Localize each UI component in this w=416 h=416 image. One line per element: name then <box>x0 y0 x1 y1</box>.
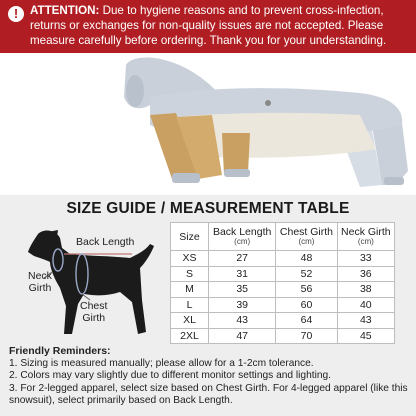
cell-size: S <box>171 266 209 282</box>
neck-girth-label <box>28 270 52 294</box>
header-back-length <box>209 223 276 251</box>
attention-banner <box>0 0 416 53</box>
cell-chest-girth: 48 <box>276 251 337 267</box>
attention-heading: ATTENTION: <box>30 4 100 17</box>
size-guide-title: SIZE GUIDE / MEASUREMENT TABLE <box>66 200 350 217</box>
table-row <box>171 251 395 267</box>
cell-chest-girth: 64 <box>276 313 337 329</box>
neck-girth-label-line1: Neck <box>28 270 52 282</box>
header-size-label: Size <box>179 231 200 243</box>
cell-back-length: 31 <box>209 266 276 282</box>
neck-girth-label-line2: Girth <box>28 282 52 294</box>
header-neck-girth-label: Neck Girth <box>341 226 391 238</box>
cell-back-length: 39 <box>209 297 276 313</box>
attention-text <box>30 3 410 48</box>
cell-size: XL <box>171 313 209 329</box>
reminder-item: 3. For 2-legged apparel, select size based on Chest Girth. For 4-legged apparel (like this snowsuit), select primarily based on Back Length. <box>9 382 408 407</box>
cell-size: XS <box>171 251 209 267</box>
back-length-label: Back Length <box>76 236 135 248</box>
table-row <box>171 313 395 329</box>
table-row <box>171 297 395 313</box>
cell-neck-girth: 45 <box>337 328 394 344</box>
exclamation-icon: ! <box>8 6 24 22</box>
attention-message: Due to hygiene reasons and to prevent cross-infection, returns or exchanges for non-quality issues are not accepted. Please measure carefully before ordering. Thank you for your understanding. <box>30 4 387 47</box>
cell-size: M <box>171 282 209 298</box>
cell-back-length: 35 <box>209 282 276 298</box>
cell-chest-girth: 56 <box>276 282 337 298</box>
chest-girth-label-line1: Chest <box>80 300 108 312</box>
table-row <box>171 282 395 298</box>
header-back-length-unit: (cm) <box>234 237 251 246</box>
header-size <box>171 223 209 251</box>
chest-girth-label <box>80 300 107 324</box>
header-neck-girth-unit: (cm) <box>357 237 374 246</box>
cell-neck-girth: 33 <box>337 251 394 267</box>
cell-chest-girth: 60 <box>276 297 337 313</box>
snowsuit-illustration <box>0 53 416 195</box>
cell-back-length: 27 <box>209 251 276 267</box>
reminder-item: 2. Colors may vary slightly due to different monitor settings and lighting. <box>9 370 332 382</box>
cell-back-length: 43 <box>209 313 276 329</box>
table-header-row <box>171 223 395 251</box>
dog-measurement-diagram <box>0 222 172 348</box>
header-chest-girth-unit: (cm) <box>298 237 315 246</box>
reminders-heading: Friendly Reminders: <box>9 345 111 357</box>
friendly-reminders <box>9 345 413 408</box>
table-row <box>171 266 395 282</box>
header-chest-girth-label: Chest Girth <box>279 226 334 238</box>
cell-size: 2XL <box>171 328 209 344</box>
cell-chest-girth: 52 <box>276 266 337 282</box>
header-chest-girth <box>276 223 337 251</box>
cell-neck-girth: 38 <box>337 282 394 298</box>
cell-neck-girth: 43 <box>337 313 394 329</box>
cell-size: L <box>171 297 209 313</box>
cell-chest-girth: 70 <box>276 328 337 344</box>
chest-girth-label-line2: Girth <box>82 312 106 324</box>
reminder-item: 1. Sizing is measured manually; please allow for a 1-2cm tolerance. <box>9 357 314 369</box>
cell-back-length: 47 <box>209 328 276 344</box>
cell-neck-girth: 40 <box>337 297 394 313</box>
measurement-table <box>170 222 395 344</box>
header-back-length-label: Back Length <box>212 226 272 238</box>
product-image <box>0 53 416 195</box>
cell-neck-girth: 36 <box>337 266 394 282</box>
table-row <box>171 328 395 344</box>
header-neck-girth <box>337 223 394 251</box>
